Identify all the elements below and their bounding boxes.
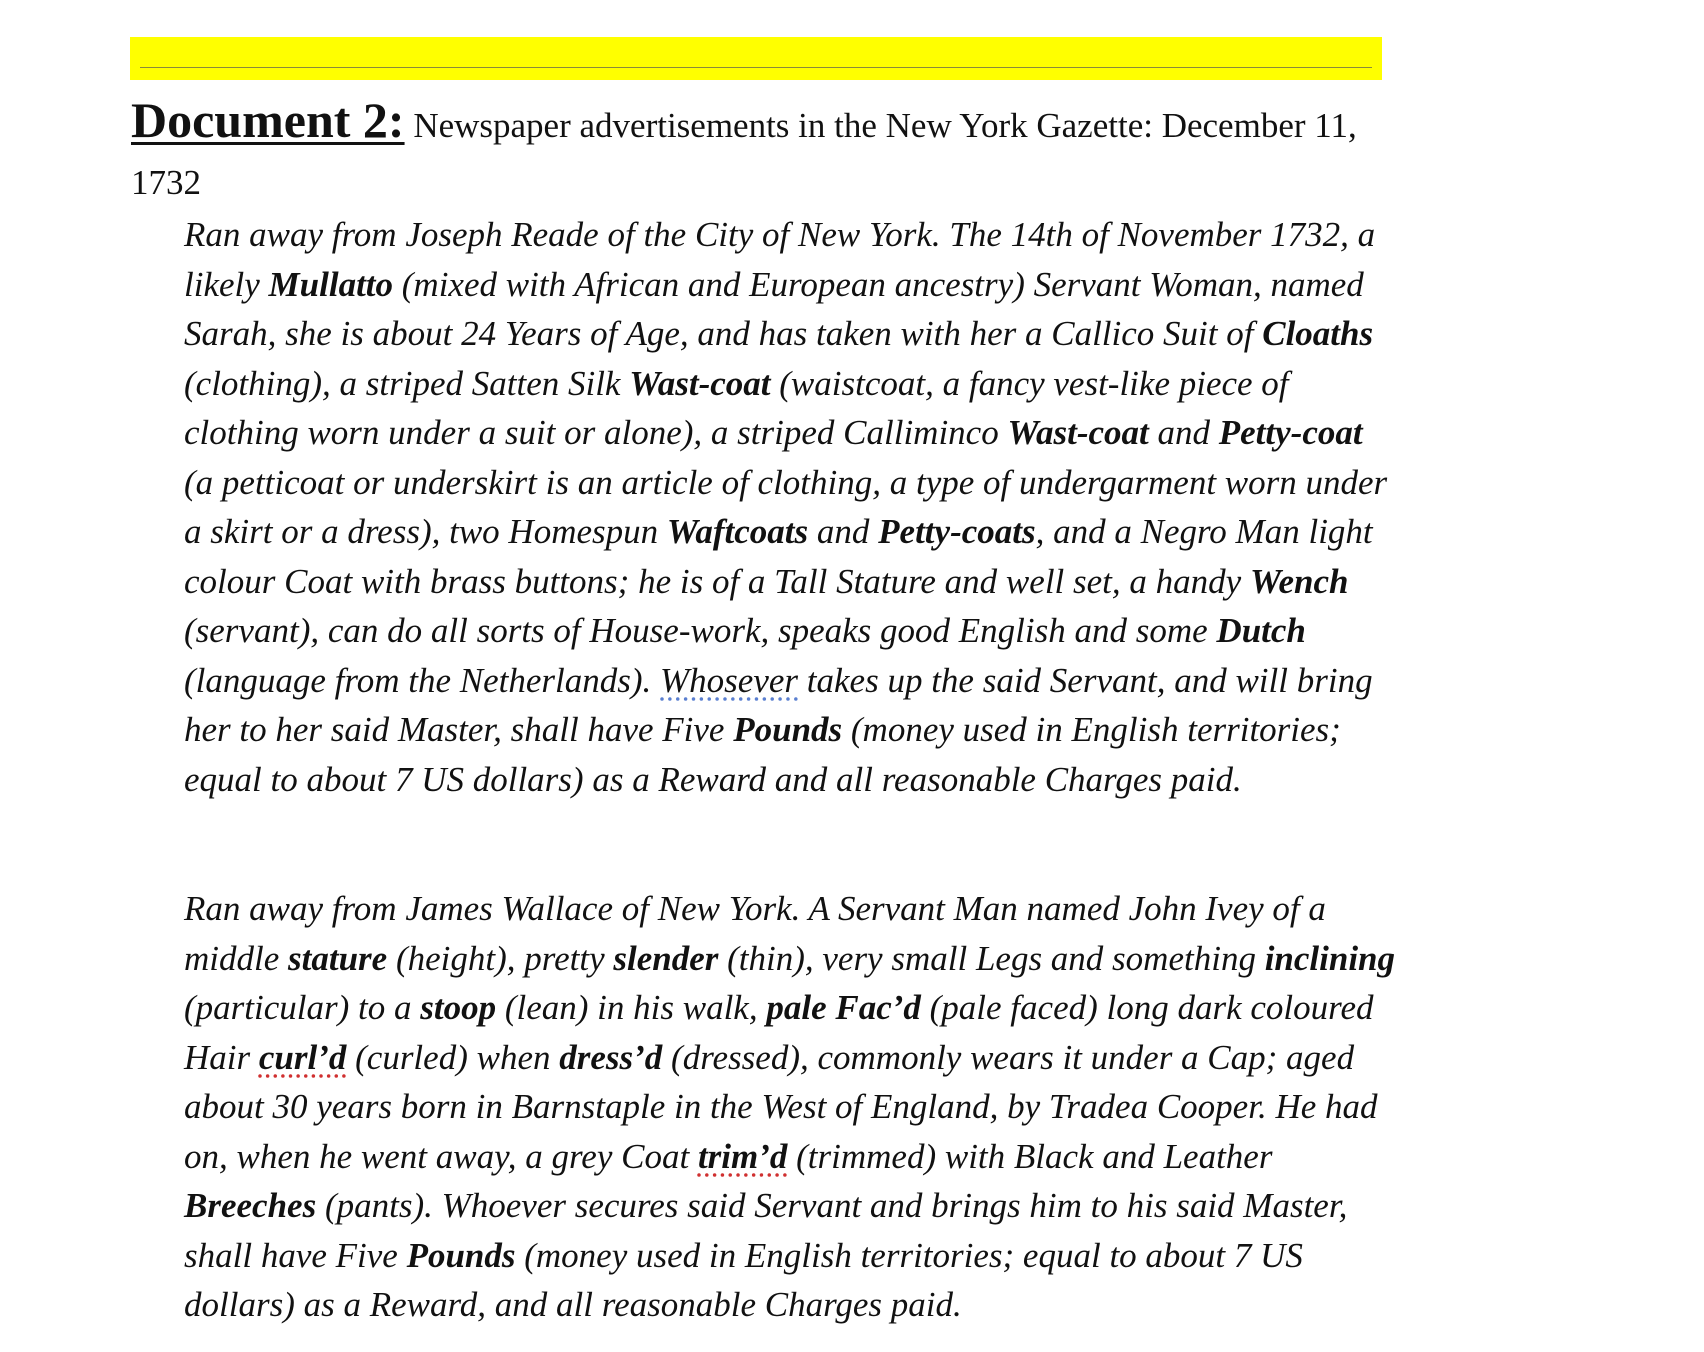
text-run: (pants). Whoever secures said Servant and brings him to his said Master, shall have Five: [184, 1186, 1348, 1275]
text-run: (money used in English territories; equal to about 7 US dollars) as a Reward, and all reasonable Charges paid.: [184, 1235, 1303, 1324]
bold-term: Pounds: [406, 1235, 516, 1275]
bold-term: Dutch: [1216, 611, 1306, 650]
text-run: (curled) when: [346, 1037, 560, 1077]
bold-term: curl’d: [258, 1037, 347, 1077]
bold-term: stature: [288, 938, 388, 978]
bold-term: pale Fac’d: [766, 988, 921, 1027]
text-run: (particular) to a: [184, 988, 421, 1027]
text-run: Ran away from Joseph Reade of the City of New York. The 14th of November 1732, a likely: [184, 215, 1376, 304]
text-run: Ran away from James Wallace of New York. A Servant Man named John Ivey of a middle: [184, 889, 1326, 978]
bold-term: Petty-coat: [1218, 413, 1363, 452]
text-run: Whosever: [660, 660, 799, 700]
text-run: (height), pretty: [387, 938, 614, 978]
bold-term: Breeches: [184, 1186, 317, 1225]
document-label: Document 2:: [131, 92, 405, 148]
advertisement-1: [184, 210, 1399, 804]
bold-term: Wench: [1249, 561, 1349, 601]
bold-term: Pounds: [733, 710, 843, 749]
highlighted-separator: [130, 37, 1382, 80]
bold-term: Waftcoats: [666, 512, 809, 551]
text-run: (lean) in his walk,: [496, 988, 767, 1027]
document-description: Newspaper advertisements in the New York Gazette: December 11, 1732: [131, 106, 1357, 202]
bold-term: Cloaths: [1262, 314, 1374, 353]
text-run: (dressed), commonly wears it under a Cap; aged about 30 years born in Barnstaple in the West of England, by Tradea Cooper. He had on, when he went away, a grey Coat: [184, 1037, 1378, 1176]
text-run: (waistcoat, a fancy vest-like piece of clothing worn under a suit or alone), a striped Calliminco: [184, 363, 1289, 452]
text-run: (thin), very small Legs and something: [718, 938, 1265, 978]
text-run: (money used in English territories; equal to about 7 US dollars) as a Reward and all reasonable Charges paid.: [184, 710, 1341, 799]
text-run: (pale faced) long dark coloured Hair: [184, 988, 1374, 1077]
bold-term: Petty-coats: [878, 512, 1036, 551]
text-run: (clothing), a striped Satten Silk: [184, 363, 630, 403]
text-run: (trimmed) with Black and Leather: [787, 1136, 1273, 1176]
bold-term: Wast-coat: [629, 363, 771, 403]
bold-term: inclining: [1264, 938, 1396, 978]
advertisement-2: [184, 884, 1399, 1330]
text-run: (servant), can do all sorts of House-work, speaks good English and some: [184, 611, 1217, 650]
text-run: (a petticoat or underskirt is an article of clothing, a type of undergarment worn under a skirt or a dress), two Homespun: [184, 462, 1388, 551]
bold-term: Wast-coat: [1007, 413, 1149, 452]
text-run: and: [808, 512, 879, 551]
bold-term: slender: [613, 938, 719, 978]
horizontal-rule: [140, 67, 1372, 68]
text-run: (mixed with African and European ancestry) Servant Woman, named Sarah, she is about 24 Years of Age, and has taken with her a Callico Suit of: [184, 264, 1364, 353]
bold-term: Mullatto: [268, 264, 394, 304]
bold-term: stoop: [420, 988, 497, 1027]
text-run: and: [1148, 413, 1219, 452]
bold-term: dress’d: [559, 1037, 663, 1077]
text-run: (language from the Netherlands).: [184, 660, 661, 700]
bold-term: trim’d: [697, 1136, 788, 1176]
document-heading: [131, 92, 1391, 211]
text-run: , and a Negro Man light colour Coat with brass buttons; he is of a Tall Stature and well set, a handy: [184, 512, 1373, 601]
text-run: takes up the said Servant, and will bring her to her said Master, shall have Five: [184, 660, 1373, 749]
